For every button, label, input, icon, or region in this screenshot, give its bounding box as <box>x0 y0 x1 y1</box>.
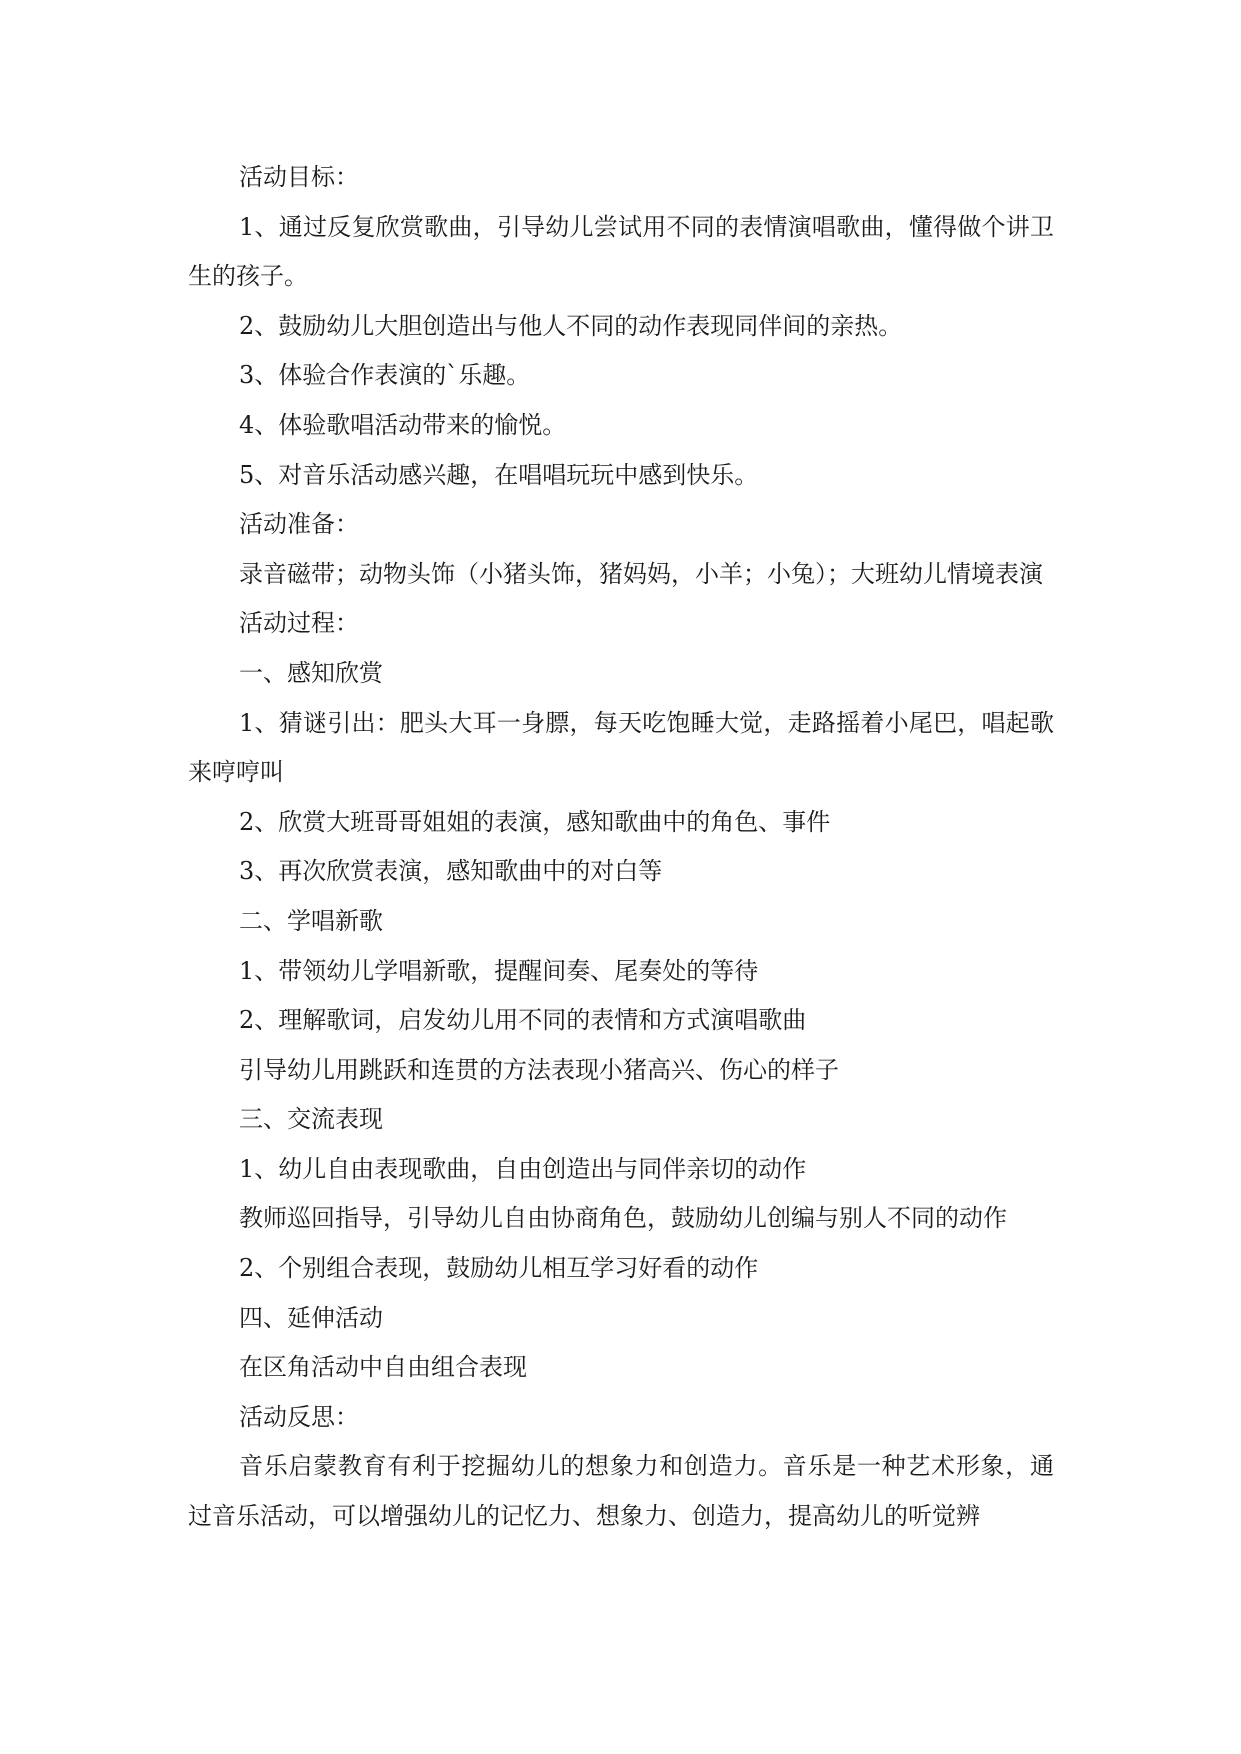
paragraph-preparation: 录音磁带；动物头饰（小猪头饰，猪妈妈，小羊；小兔）；大班幼儿情境表演 <box>239 559 1043 588</box>
paragraph-section-4-item: 在区角活动中自由组合表现 <box>239 1353 527 1382</box>
paragraph-reflection: 音乐启蒙教育有利于挖掘幼儿的想象力和创造力。音乐是一种艺术形象，通过音乐活动，可以增强幼儿的记忆力、想象力、创造力，提高幼儿的听觉辨 <box>188 1452 1054 1531</box>
paragraph-goal-2: 2、鼓励幼儿大胆创造出与他人不同的动作表现同伴间的亲热。 <box>239 311 903 340</box>
paragraph-section-4-heading: 四、延伸活动 <box>239 1303 383 1332</box>
paragraph-reflection-heading: 活动反思： <box>239 1402 359 1431</box>
paragraph-section-2-heading: 二、学唱新歌 <box>239 906 383 935</box>
paragraph-section-2-note: 引导幼儿用跳跃和连贯的方法表现小猪高兴、伤心的样子 <box>239 1055 839 1084</box>
paragraph-goals-heading: 活动目标： <box>239 163 359 191</box>
paragraph-section-2-item-1: 1、带领幼儿学唱新歌，提醒间奏、尾奏处的等待 <box>239 956 759 985</box>
paragraph-section-3-note: 教师巡回指导，引导幼儿自由协商角色，鼓励幼儿创编与别人不同的动作 <box>239 1204 1007 1233</box>
paragraph-goal-1: 1、通过反复欣赏歌曲，引导幼儿尝试用不同的表情演唱歌曲，懂得做个讲卫生的孩子。 <box>188 212 1054 291</box>
paragraph-preparation-heading: 活动准备： <box>239 510 359 539</box>
paragraph-goal-5: 5、对音乐活动感兴趣，在唱唱玩玩中感到快乐。 <box>239 460 759 489</box>
paragraph-section-1-item-3: 3、再次欣赏表演，感知歌曲中的对白等 <box>239 857 663 886</box>
document-body <box>188 153 1054 1542</box>
paragraph-section-1-heading: 一、感知欣赏 <box>239 658 383 687</box>
paragraph-process-heading: 活动过程： <box>239 609 359 638</box>
paragraph-section-1-item-2: 2、欣赏大班哥哥姐姐的表演，感知歌曲中的角色、事件 <box>239 807 831 836</box>
paragraph-section-3-item-2: 2、个别组合表现，鼓励幼儿相互学习好看的动作 <box>239 1254 759 1283</box>
paragraph-section-2-item-2: 2、理解歌词，启发幼儿用不同的表情和方式演唱歌曲 <box>239 1006 807 1035</box>
paragraph-section-3-item-1: 1、幼儿自由表现歌曲，自由创造出与同伴亲切的动作 <box>239 1154 807 1183</box>
paragraph-section-1-item-1: 1、猜谜引出：肥头大耳一身膘，每天吃饱睡大觉，走路摇着小尾巴，唱起歌来哼哼叫 <box>188 708 1054 787</box>
paragraph-goal-3: 3、体验合作表演的`乐趣。 <box>239 361 531 390</box>
paragraph-section-3-heading: 三、交流表现 <box>239 1105 383 1134</box>
paragraph-goal-4: 4、体验歌唱活动带来的愉悦。 <box>239 410 567 439</box>
